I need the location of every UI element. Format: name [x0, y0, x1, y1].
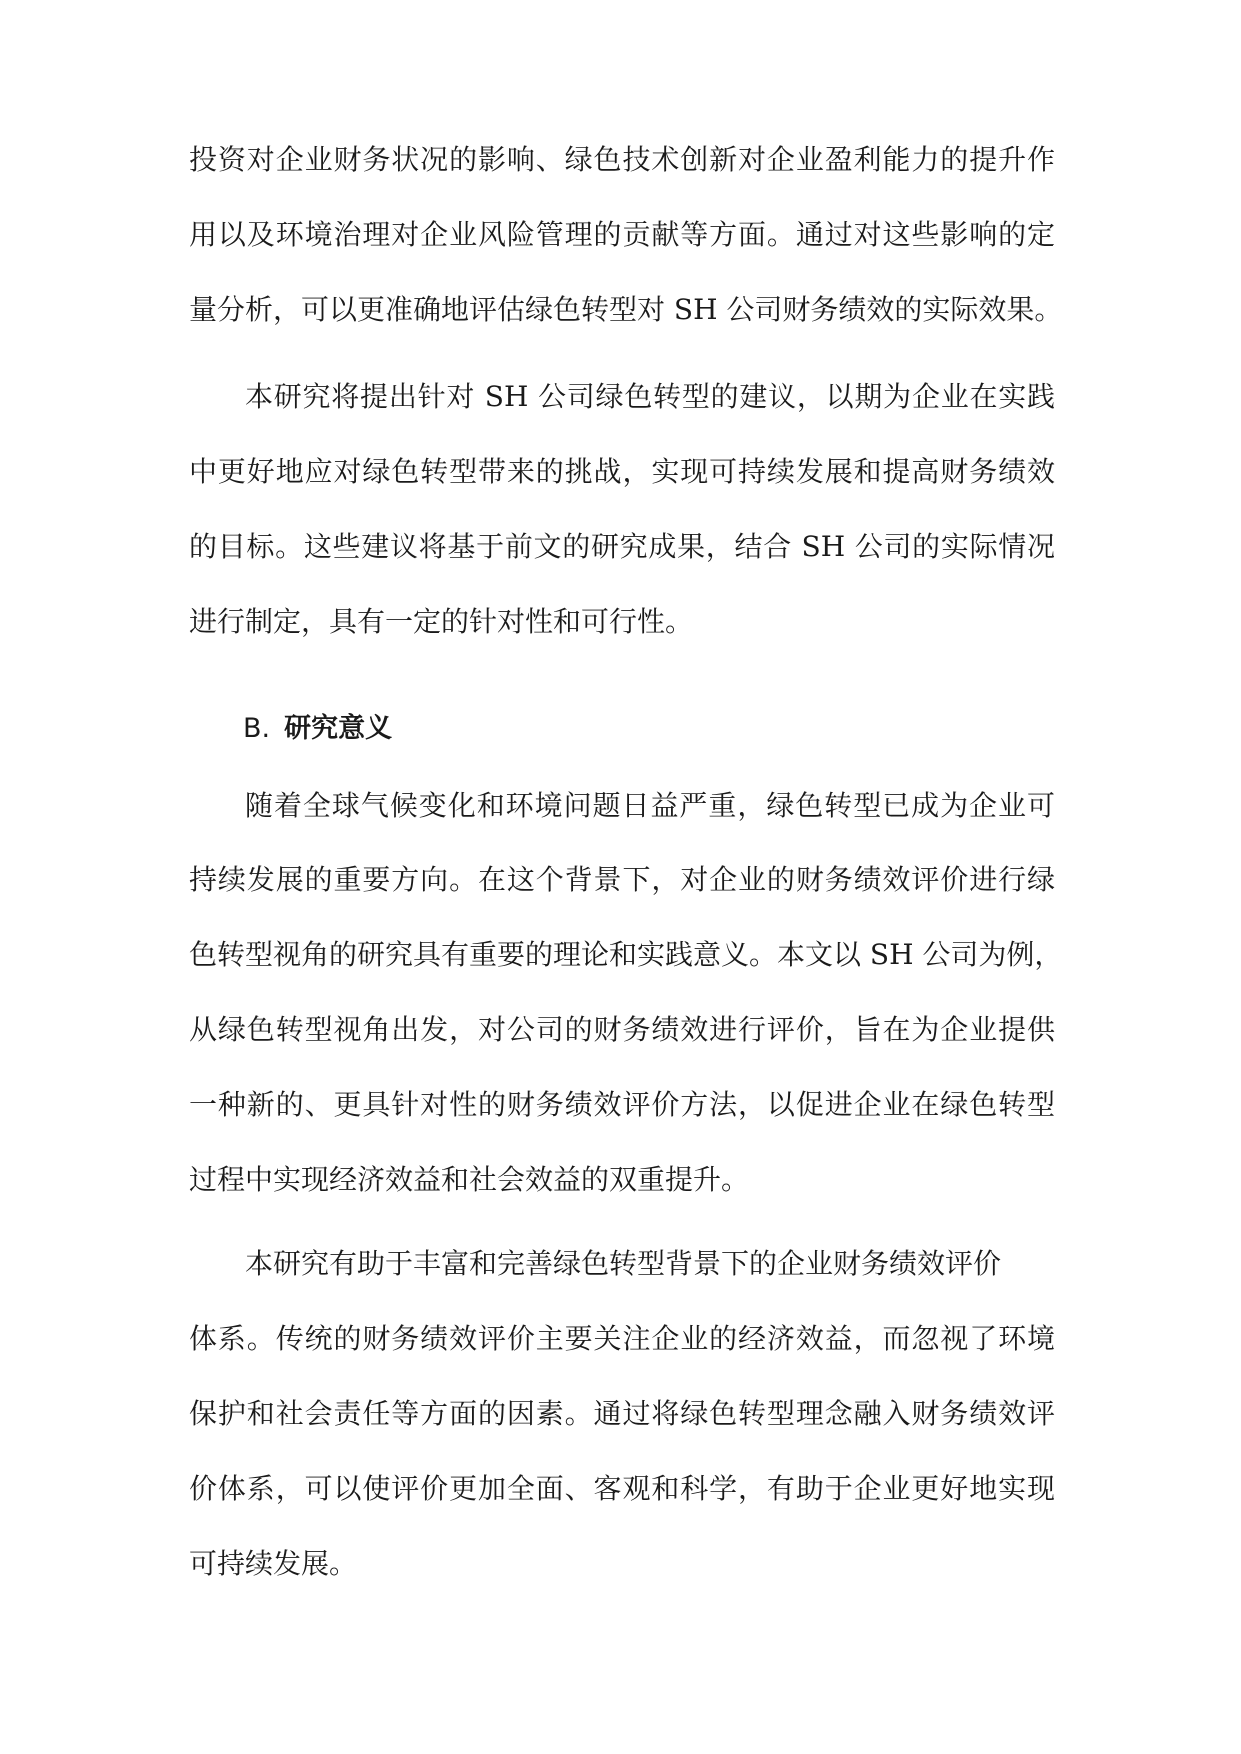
section-number: B.: [243, 713, 271, 744]
section-paragraph-2-line-4: 价体系，可以使评价更加全面、客观和科学，有助于企业更好地实现: [189, 1472, 1055, 1505]
section-paragraph-1-line-3: 色转型视角的研究具有重要的理论和实践意义。本文以 SH 公司为例，: [189, 938, 1063, 971]
paragraph-1-line-3: 量分析，可以更准确地评估绿色转型对 SH 公司财务绩效的实际效果。: [189, 293, 1063, 326]
section-paragraph-1-line-1: 随着全球气候变化和环境问题日益严重，绿色转型已成为企业可: [245, 789, 1055, 822]
paragraph-1-line-2: 用以及环境治理对企业风险管理的贡献等方面。通过对这些影响的定: [189, 218, 1055, 251]
section-paragraph-1-line-2: 持续发展的重要方向。在这个背景下，对企业的财务绩效评价进行绿: [189, 863, 1055, 896]
section-title: 研究意义: [284, 713, 393, 744]
paragraph-2-line-2: 中更好地应对绿色转型带来的挑战，实现可持续发展和提高财务绩效: [189, 455, 1055, 488]
section-paragraph-2-line-3: 保护和社会责任等方面的因素。通过将绿色转型理念融入财务绩效评: [189, 1397, 1055, 1430]
section-paragraph-1-line-5: 一种新的、更具针对性的财务绩效评价方法，以促进企业在绿色转型: [189, 1088, 1055, 1121]
section-paragraph-1-line-4: 从绿色转型视角出发，对公司的财务绩效进行评价，旨在为企业提供: [189, 1013, 1055, 1046]
paragraph-2-line-4: 进行制定，具有一定的针对性和可行性。: [189, 605, 694, 638]
section-paragraph-2-line-2: 体系。传统的财务绩效评价主要关注企业的经济效益，而忽视了环境: [189, 1322, 1055, 1355]
paragraph-2-line-1: 本研究将提出针对 SH 公司绿色转型的建议，以期为企业在实践: [245, 380, 1055, 413]
paragraph-2-line-3: 的目标。这些建议将基于前文的研究成果，结合 SH 公司的实际情况: [189, 530, 1055, 563]
section-paragraph-2-line-5: 可持续发展。: [189, 1547, 358, 1580]
section-heading: [243, 709, 392, 749]
section-paragraph-1-line-6: 过程中实现经济效益和社会效益的双重提升。: [189, 1163, 750, 1196]
section-paragraph-2-line-1: 本研究有助于丰富和完善绿色转型背景下的企业财务绩效评价: [245, 1247, 1002, 1280]
paragraph-1-line-1: 投资对企业财务状况的影响、绿色技术创新对企业盈利能力的提升作: [189, 143, 1055, 176]
